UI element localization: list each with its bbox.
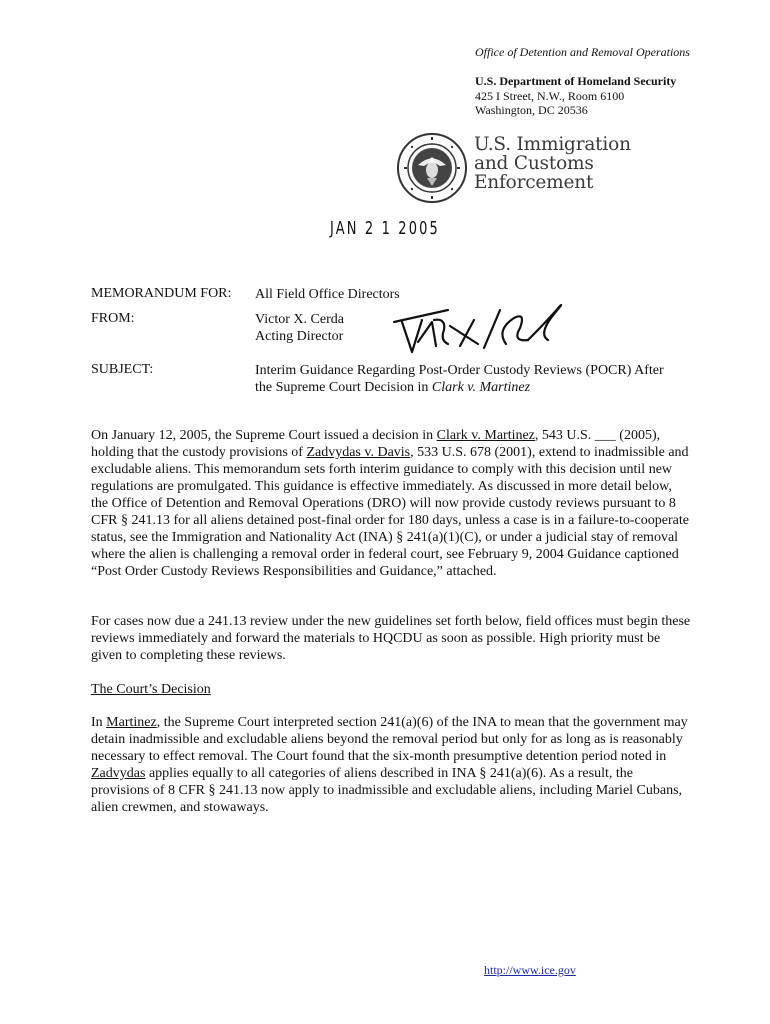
street-address: 425 I Street, N.W., Room 6100 — [475, 88, 625, 103]
case-zadvydas-v-davis: Zadvydas v. Davis — [306, 445, 411, 460]
p1-text-c: , 533 U.S. 678 (2001), extend to inadmissible and excludable aliens. This memorandum sets forth interim guidance to comply with this decision until new regulations are promulgated. This guidance is effective immediately. As discussed in more detail below, the Office of Detention and Removal Operations (DRO) will now provide custody reviews pursuant to 8 CFR § 241.13 for all aliens detained post-final order for 180 days, unless a case is in a failure-to-cooperate status, see the Immigration and Nationality Act (INA) § 241(a)(1)(C), or under a judicial stay of removal where the alien is challenging a removal order in federal court, see February 9, 2004 Guidance captioned “Post Order Custody Reviews Responsibilities and Guidance,” attached. — [91, 445, 689, 579]
dhs-seal-icon — [396, 132, 468, 204]
p3-text-a: In — [91, 715, 107, 730]
memo-for-value: All Field Office Directors — [255, 287, 400, 302]
from-title: Acting Director — [255, 329, 344, 344]
agency-line-2: and Customs — [474, 153, 594, 174]
memo-from-label: FROM: — [91, 311, 135, 326]
department-name: U.S. Department of Homeland Security — [475, 74, 677, 88]
memo-subject-label: SUBJECT: — [91, 362, 154, 377]
address-block — [475, 74, 676, 118]
agency-logotype — [474, 135, 631, 192]
p1-text-a: On January 12, 2005, the Supreme Court issued a decision in — [91, 428, 437, 443]
signature-icon — [388, 300, 568, 362]
city-address: Washington, DC 20536 — [475, 103, 588, 117]
from-name: Victor X. Cerda — [255, 312, 344, 327]
p3-text-c: applies equally to all categories of aliens described in INA § 241(a)(6). As a result, the provisions of 8 CFR § 241.13 now apply to inadmissible and excludable aliens, including Mariel Cubans, alien crewmen, and stowaways. — [91, 766, 683, 815]
case-martinez: Martinez — [106, 715, 157, 730]
agency-line-1: U.S. Immigration — [474, 134, 631, 155]
paragraph-2: For cases now due a 241.13 review under the new guidelines set forth below, field offices must begin these reviews immediately and forward the materials to HQCDU as soon as possible. High priority must be given to completing these reviews. — [91, 614, 691, 663]
memo-subject-block — [255, 362, 664, 396]
case-clark-v-martinez: Clark v. Martinez — [436, 428, 535, 443]
subject-line-1: Interim Guidance Regarding Post-Order Custody Reviews (POCR) After — [255, 363, 664, 378]
subject-line-2-text: the Supreme Court Decision in — [255, 380, 432, 395]
subject-line-2 — [255, 379, 664, 396]
subject-case-name: Clark v. Martinez — [431, 380, 531, 395]
section-heading: The Court’s Decision — [91, 682, 211, 697]
p1-text-b: , 543 U.S. ___ (2005), holding that the custody provisions of — [91, 428, 661, 460]
case-zadvydas: Zadvydas — [91, 766, 146, 781]
p3-text-b: , the Supreme Court interpreted section 241(a)(6) of the INA to mean that the government may detain inadmissible and excludable aliens beyond the removal period but only for as long as is reasonably necessary to effect removal. The Court found that the six-month presumptive detention period noted in — [91, 715, 688, 764]
paragraph-3 — [91, 714, 691, 816]
memo-from-block — [255, 311, 344, 345]
agency-line-3: Enforcement — [474, 172, 594, 193]
memo-for-label: MEMORANDUM FOR: — [91, 286, 232, 301]
memo-date: JAN 2 1 2005 — [330, 218, 440, 239]
office-name: Office of Detention and Removal Operations — [475, 45, 690, 59]
footer-website-link[interactable]: http://www.ice.gov — [484, 963, 576, 977]
paragraph-1 — [91, 427, 691, 580]
